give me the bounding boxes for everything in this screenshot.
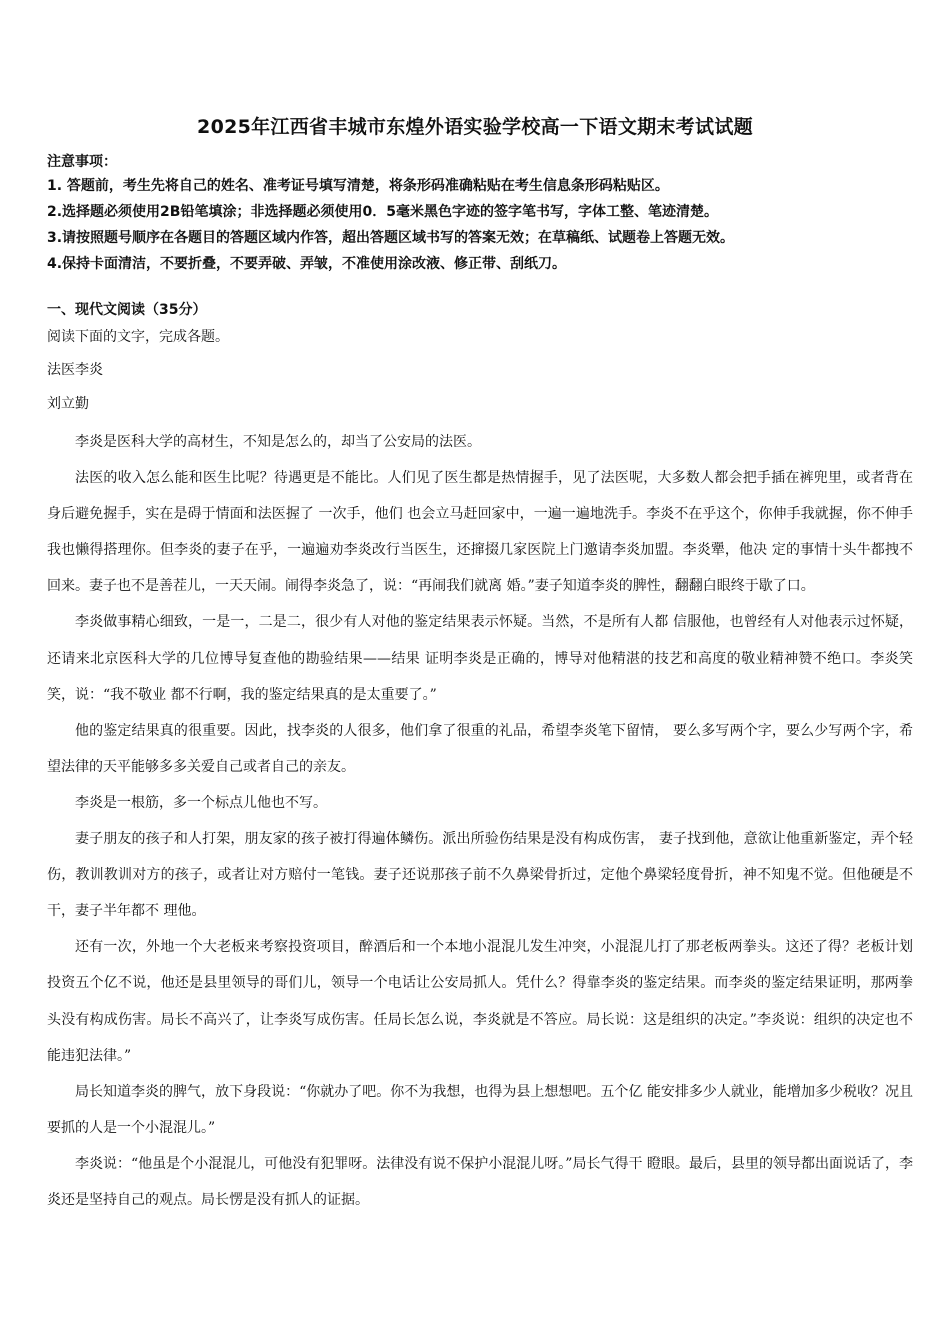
reading-instruction: 阅读下面的文字，完成各题。 (47, 329, 229, 345)
article-paragraph: 法医的收入怎么能和医生比呢？待遇更是不能比。人们见了医生都是热情握手，见了法医呢，大多数人都会把手插在裤兜里，或者背在身后避免握手，实在是碍于情面和法医握了 一次手，他们 也会立马赶回家中，一遍一遍地洗手。李炎不在乎这个，你伸手我就握，你不伸手我也懒得搭理你。但李炎的妻子在乎，一遍遍劝李炎改行当医生，还撺掇几家医院上门邀请李炎加盟。李炎犟，他决 定的事情十头牛都拽不回来。妻子也不是善茬儿，一天天闹。闹得李炎急了，说：“再闹我们就离 婚。”妻子知道李炎的脾性，翻翻白眼终于歇了口。 (47, 470, 913, 595)
article-body (47, 424, 913, 1218)
article-paragraph: 他的鉴定结果真的很重要。因此，找李炎的人很多，他们拿了很重的礼品，希望李炎笔下留情， 要么多写两个字，要么少写两个字，希望法律的天平能够多多关爱自己或者自己的亲友。 (47, 722, 913, 775)
article-paragraph: 局长知道李炎的脾气，放下身段说：“你就办了吧。你不为我想，也得为县上想想吧。五个亿 能安排多少人就业，能增加多少税收？况且要抓的人是一个小混混儿。” (47, 1083, 913, 1136)
notice-block (47, 151, 917, 277)
notice-heading: 注意事项： (47, 154, 117, 170)
notice-item: 1. 答题前，考生先将自己的姓名、准考证号填写清楚，将条形码准确粘贴在考生信息条形码粘贴区。 (47, 178, 669, 194)
article-paragraph: 李炎是一根筋，多一个标点儿他也不写。 (75, 794, 327, 811)
article-paragraph: 李炎说：“他虽是个小混混儿，可他没有犯罪呀。法律没有说不保护小混混儿呀。”局长气得干 瞪眼。最后，县里的领导都出面说话了，李炎还是坚持自己的观点。局长愣是没有抓人的证据。 (47, 1155, 913, 1208)
page-title: 2025年江西省丰城市东煌外语实验学校高一下语文期末考试试题 (197, 116, 753, 138)
notice-item: 4.保持卡面清洁，不要折叠，不要弄破、弄皱，不准使用涂改液、修正带、刮纸刀。 (47, 256, 567, 272)
notice-item: 2.选择题必须使用2B铅笔填涂；非选择题必须使用0．5毫米黑色字迹的签字笔书写，字体工整、笔迹清楚。 (47, 204, 718, 220)
article-paragraph: 李炎是医科大学的高材生，不知是怎么的，却当了公安局的法医。 (75, 434, 481, 450)
section-title: 一、现代文阅读（35分） (47, 302, 207, 318)
article-author: 刘立勤 (47, 396, 89, 412)
notice-item: 3.请按照题号顺序在各题目的答题区域内作答，超出答题区域书写的答案无效；在草稿纸、试题卷上答题无效。 (47, 230, 735, 246)
article-paragraph: 李炎做事精心细致，一是一，二是二，很少有人对他的鉴定结果表示怀疑。当然，不是所有人都 信服他，也曾经有人对他表示过怀疑，还请来北京医科大学的几位博导复查他的勘验结果——结果 证明李炎是正确的，博导对他精湛的技艺和高度的敬业精神赞不绝口。李炎笑笑，说：“我不敬业 都不行啊，我的鉴定结果真的是太重要了。” (47, 614, 913, 703)
article-paragraph: 还有一次，外地一个大老板来考察投资项目，醉酒后和一个本地小混混儿发生冲突，小混混儿打了那老板两拳头。这还了得？老板计划投资五个亿不说，他还是县里领导的哥们儿，领导一个电话让公安局抓人。凭什么？得靠李炎的鉴定结果。而李炎的鉴定结果证明，那两拳头没有构成伤害。局长不高兴了，让李炎写成伤害。任局长怎么说，李炎就是不答应。局长说：这是组织的决定。”李炎说：组织的决定也不能违犯法律。” (47, 939, 913, 1064)
article-title: 法医李炎 (47, 362, 103, 378)
article-paragraph: 妻子朋友的孩子和人打架，朋友家的孩子被打得遍体鳞伤。派出所验伤结果是没有构成伤害， 妻子找到他，意欲让他重新鉴定，弄个轻伤，教训教训对方的孩子，或者让对方赔付一笔钱。妻子还说那孩子前不久鼻梁骨折过，定他个鼻梁轻度骨折，神不知鬼不觉。但他硬是不干，妻子半年都不 理他。 (47, 831, 913, 920)
